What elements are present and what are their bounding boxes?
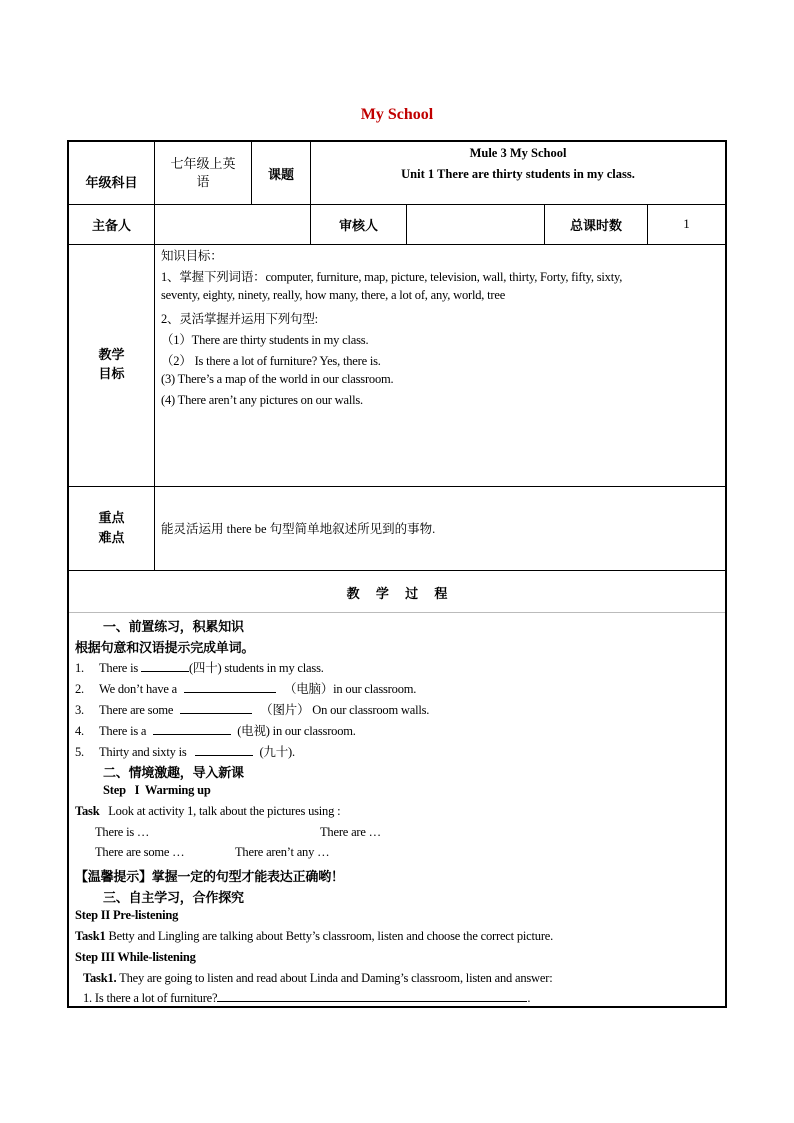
grade-subject-value: 七年级上英语 xyxy=(170,156,236,189)
section-heading: 二、情境激趣，导入新课 xyxy=(103,765,244,780)
lesson-plan-table xyxy=(67,140,727,1008)
preparer-value xyxy=(155,204,310,244)
exercise-item: 2. We don’t have a （电脑）in our classroom. xyxy=(75,682,417,696)
answer-blank[interactable] xyxy=(195,745,253,756)
process-heading: 教 学 过 程 xyxy=(346,586,448,601)
topic-label: 课题 xyxy=(267,166,294,182)
step-heading: Step II Pre-listening xyxy=(75,908,179,922)
topic-line-2: Unit 1 There are thirty students in my class. xyxy=(401,167,635,181)
row-divider xyxy=(69,486,725,487)
goal-line: (3) There’s a map of the world in our classroom. xyxy=(161,372,394,386)
section-heading: 三、自主学习，合作探究 xyxy=(103,890,244,905)
answer-blank[interactable] xyxy=(153,724,231,735)
answer-blank[interactable] xyxy=(184,682,276,693)
reviewer-label: 审核人 xyxy=(338,217,378,233)
task-line: Task Look at activity 1, talk about the pictures using : xyxy=(75,804,341,818)
question: 1. Is there a lot of furniture? . xyxy=(83,991,531,1005)
key-points-label: 重点 难点 xyxy=(98,510,125,545)
document-title: My School xyxy=(360,106,434,123)
topic-line-1: Mule 3 My School xyxy=(469,146,567,160)
total-hours-label: 总课时数 xyxy=(569,217,622,233)
goal-line: seventy, eighty, ninety, really, how many, there, a lot of, any, world, tree xyxy=(161,288,506,302)
total-hours-value: 1 xyxy=(683,216,690,231)
answer-blank[interactable] xyxy=(180,703,252,714)
answer-blank[interactable] xyxy=(217,991,527,1002)
row-divider xyxy=(69,570,725,571)
tip: 【温馨提示】掌握一定的句型才能表达正确哟！ xyxy=(75,869,344,884)
teaching-goals-label: 教学 目标 xyxy=(98,347,125,381)
goal-line: 1、掌握下列词语：computer, furniture, map, picture, television, wall, thirty, Forty, fifty, sixty, xyxy=(161,270,623,284)
task-line: Task1. They are going to listen and read about Linda and Daming’s classroom, listen and answer: xyxy=(83,971,553,985)
instruction: 根据句意和汉语提示完成单词。 xyxy=(75,640,255,655)
sentence-pattern: There are … xyxy=(320,825,381,839)
row-divider xyxy=(69,612,725,613)
exercise-item: 1. There is (四十) students in my class. xyxy=(75,661,324,675)
goal-line: （1）There are thirty students in my class. xyxy=(161,333,369,347)
step-heading: Step I Warming up xyxy=(103,783,211,797)
col-divider xyxy=(154,244,155,570)
exercise-item: 5. Thirty and sixty is (九十). xyxy=(75,745,295,759)
preparer-label: 主备人 xyxy=(91,217,131,233)
step-heading: Step III While-listening xyxy=(75,950,196,964)
sentence-pattern: There are some … xyxy=(95,845,185,859)
goal-line: 2、灵活掌握并运用下列句型: xyxy=(161,312,318,326)
reviewer-value xyxy=(407,204,544,244)
task-line: Task1 Betty and Lingling are talking about Betty’s classroom, listen and choose the correct picture. xyxy=(75,929,554,943)
goal-line: （2） Is there a lot of furniture? Yes, there is. xyxy=(161,354,381,368)
process-body xyxy=(75,616,723,1006)
goal-line: (4) There aren’t any pictures on our walls. xyxy=(161,393,363,407)
section-heading: 一、前置练习，积累知识 xyxy=(103,619,244,634)
exercise-item: 3. There are some （图片） On our classroom walls. xyxy=(75,703,430,717)
grade-subject-label: 年级科目 xyxy=(85,175,138,190)
row-divider xyxy=(69,244,725,245)
goal-line: 知识目标： xyxy=(161,249,223,263)
key-points-content: 能灵活运用 there be 句型简单地叙述所见到的事物. xyxy=(161,522,436,536)
answer-blank[interactable] xyxy=(141,661,189,672)
sentence-pattern: There aren’t any … xyxy=(235,845,330,859)
sentence-pattern: There is … xyxy=(95,825,150,839)
exercise-item: 4. There is a (电视) in our classroom. xyxy=(75,724,356,738)
